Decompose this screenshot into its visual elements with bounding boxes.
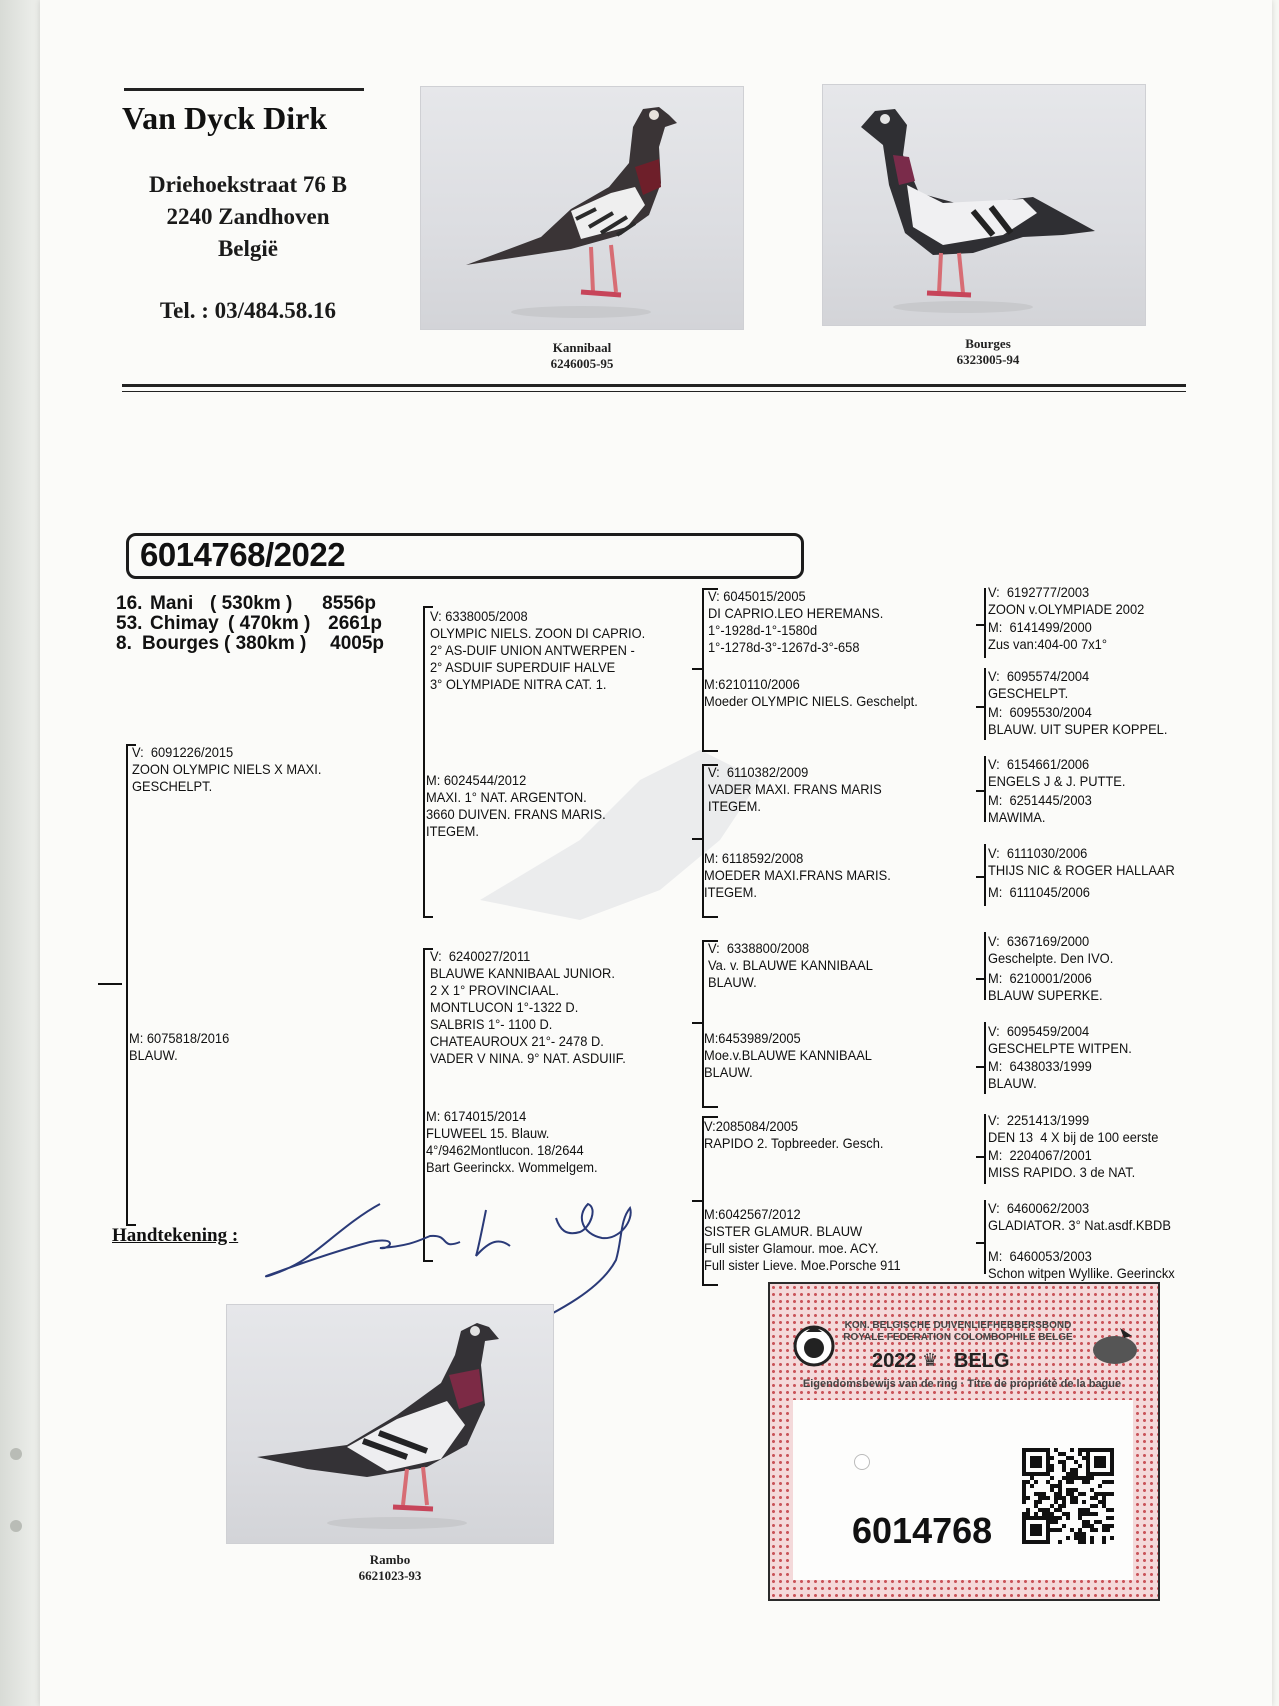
connector (976, 1156, 984, 1158)
owner-phone: Tel. : 03/484.58.16 (159, 298, 337, 323)
pedigree-dam: M: 6075818/2016 BLAUW. (129, 1030, 230, 1063)
bracket-g4-4 (984, 844, 986, 906)
photo-rambo (226, 1304, 554, 1544)
pedigree-g3-4: M: 6118592/2008 MOEDER MAXI.FRANS MARIS. ITEGEM. (704, 850, 891, 900)
kbdb-logo-icon (792, 1324, 836, 1368)
owner-name: Van Dyck Dirk (122, 100, 328, 136)
pedigree-g4-9: V: 6367169/2000 Geschelpte. Den IVO. (988, 933, 1114, 966)
header-rule (124, 88, 364, 91)
pedigree-grandsire-maternal: V: 6240027/2011 BLAUWE KANNIBAAL JUNIOR. 2 X 1° PROVINCIAAL. MONTLUCON 1°-1322 D. SALBRIS 1°- 1100 D. CHATEAUROUX 21°- 2478 D. VADER V NINA. 9° NAT. ASDUIIF. (430, 948, 626, 1066)
card-federation-nl: KON. BELGISCHE DUIVENLIEFHEBBERSBOND (844, 1320, 1072, 1331)
bracket-g4-3 (984, 756, 986, 822)
connector (976, 1066, 984, 1068)
fci-logo-icon (1090, 1324, 1140, 1368)
caption-name: Kannibaal (552, 340, 612, 355)
owner-city: 2240 Zandhoven (166, 204, 330, 229)
card-year: 2022 (872, 1350, 917, 1372)
bracket-g4-5 (984, 932, 986, 1000)
connector (976, 790, 984, 792)
pedigree-g4-1: V: 6192777/2003 ZOON v.OLYMPIADE 2002 (988, 584, 1145, 617)
sleeve-punch-holes (4, 0, 28, 1706)
connector (692, 838, 702, 840)
pedigree-g4-4: M: 6095530/2004 BLAUW. UIT SUPER KOPPEL. (988, 704, 1168, 737)
bracket-g4-7 (984, 1114, 986, 1184)
owner-street: Driehoekstraat 76 B (148, 172, 348, 197)
pedigree-page (40, 0, 1272, 1706)
connector (976, 876, 984, 878)
bracket-g4-6 (984, 1022, 986, 1094)
caption-bourges (908, 336, 1068, 368)
pedigree-g4-10: M: 6210001/2006 BLAUW SUPERKE. (988, 970, 1103, 1003)
caption-rambo (310, 1552, 470, 1584)
pedigree-g4-7: V: 6111030/2006 THIJS NIC & ROGER HALLAAR (988, 845, 1175, 878)
pedigree-g4-6: M: 6251445/2003 MAWIMA. (988, 792, 1092, 825)
pedigree-granddam-maternal: M: 6174015/2014 FLUWEEL 15. Blauw. 4°/9462Montlucon. 18/2644 Bart Geerinckx. Wommelgem. (426, 1108, 598, 1175)
caption-ring: 6246005-95 (550, 356, 614, 371)
connector (976, 1242, 984, 1244)
pigeon-illustration (227, 1305, 553, 1543)
pedigree-g3-6: M:6453989/2005 Moe.v.BLAUWE KANNIBAAL BLAUW. (704, 1030, 872, 1080)
signature-label: Handtekening : (112, 1225, 239, 1246)
card-hole (854, 1454, 870, 1470)
result-row: 8. Bourges ( 380km ) 4005p (116, 633, 384, 654)
card-ring-number: 6014768 (852, 1510, 993, 1551)
pedigree-g3-1: V: 6045015/2005 DI CAPRIO.LEO HEREMANS. 1°-1928d-1°-1580d 1°-1278d-3°-1267d-3°-658 (708, 588, 884, 655)
pedigree-g4-5: V: 6154661/2006 ENGELS J & J. PUTTE. (988, 756, 1126, 789)
pedigree-g4-3: V: 6095574/2004 GESCHELPT. (988, 668, 1090, 701)
pedigree-sire: V: 6091226/2015 ZOON OLYMPIC NIELS X MAXI. GESCHELPT. (132, 744, 322, 794)
photo-kannibaal (420, 86, 744, 330)
connector (692, 1022, 702, 1024)
pedigree-g4-8: M: 6111045/2006 (988, 884, 1090, 900)
qr-code-icon (1022, 1448, 1114, 1544)
bracket-g4-8 (984, 1200, 986, 1274)
caption-kannibaal (502, 340, 662, 372)
connector (976, 978, 984, 980)
pedigree-g4-13: V: 2251413/1999 DEN 13 4 X bij de 100 eerste (988, 1112, 1159, 1145)
pedigree-g4-12: M: 6438033/1999 BLAUW. (988, 1058, 1092, 1091)
caption-ring: 6621023-93 (358, 1568, 422, 1583)
card-country: BELG (954, 1350, 1010, 1372)
pedigree-g4-15: V: 6460062/2003 GLADIATOR. 3° Nat.asdf.KBDB (988, 1200, 1171, 1233)
connector (976, 706, 984, 708)
pedigree-g4-11: V: 6095459/2004 GESCHELPTE WITPEN. (988, 1023, 1132, 1056)
pedigree-g4-2: M: 6141499/2000 Zus van:404-00 7x1° (988, 619, 1107, 652)
owner-country: België (217, 236, 279, 261)
race-results (116, 594, 384, 654)
pedigree-g3-3: V: 6110382/2009 VADER MAXI. FRANS MARIS ITEGEM. (708, 764, 882, 814)
bracket-parents (126, 744, 136, 1226)
pedigree-g3-5: V: 6338800/2008 Va. v. BLAUWE KANNIBAAL BLAUW. (708, 940, 873, 990)
pedigree-g4-14: M: 2204067/2001 MISS RAPIDO. 3 de NAT. (988, 1147, 1136, 1180)
card-federation-fr: ROYALE FEDERATION COLOMBOPHILE BELGE (843, 1332, 1073, 1343)
caption-name: Bourges (965, 336, 1011, 351)
bracket-g4-2 (984, 668, 986, 740)
pedigree-g4-16: M: 6460053/2003 Schon witpen Wyllike. Geerinckx (988, 1248, 1175, 1281)
pigeon-illustration (823, 85, 1145, 325)
caption-ring: 6323005-94 (956, 352, 1020, 367)
header-divider (122, 384, 1186, 392)
caption-name: Rambo (369, 1552, 411, 1567)
connector (976, 624, 984, 626)
result-row: 16. Mani ( 530km ) 8556p (116, 593, 376, 614)
crown-icon: ♛ (922, 1350, 939, 1370)
ring-number: 6014768/2022 (140, 536, 346, 573)
pedigree-g3-7: V:2085084/2005 RAPIDO 2. Topbreeder. Gesch. (704, 1118, 884, 1151)
card-title: Eigendomsbewijs van de ring · Titre de propriété de la bague (802, 1378, 1122, 1390)
pedigree-grandsire-paternal: V: 6338005/2008 OLYMPIC NIELS. ZOON DI CAPRIO. 2° AS-DUIF UNION ANTWERPEN - 2° ASDUIF SUPERDUIF HALVE 3° OLYMPIADE NITRA CAT. 1. (430, 608, 646, 692)
pedigree-g3-2: M:6210110/2006 Moeder OLYMPIC NIELS. Geschelpt. (704, 676, 918, 709)
bracket-g4-1 (984, 588, 986, 658)
result-row: 53. Chimay ( 470km ) 2661p (116, 613, 382, 634)
connector (692, 668, 702, 670)
card-header (776, 1290, 1148, 1396)
pigeon-illustration (421, 87, 743, 329)
pedigree-granddam-paternal: M: 6024544/2012 MAXI. 1° NAT. ARGENTON. 3660 DUIVEN. FRANS MARIS. ITEGEM. (426, 772, 606, 839)
photo-bourges (822, 84, 1146, 326)
root-connector (98, 983, 122, 985)
pedigree-g3-8: M:6042567/2012 SISTER GLAMUR. BLAUW Full sister Glamour. moe. ACY. Full sister Lieve. Moe.Porsche 911 (704, 1206, 901, 1273)
